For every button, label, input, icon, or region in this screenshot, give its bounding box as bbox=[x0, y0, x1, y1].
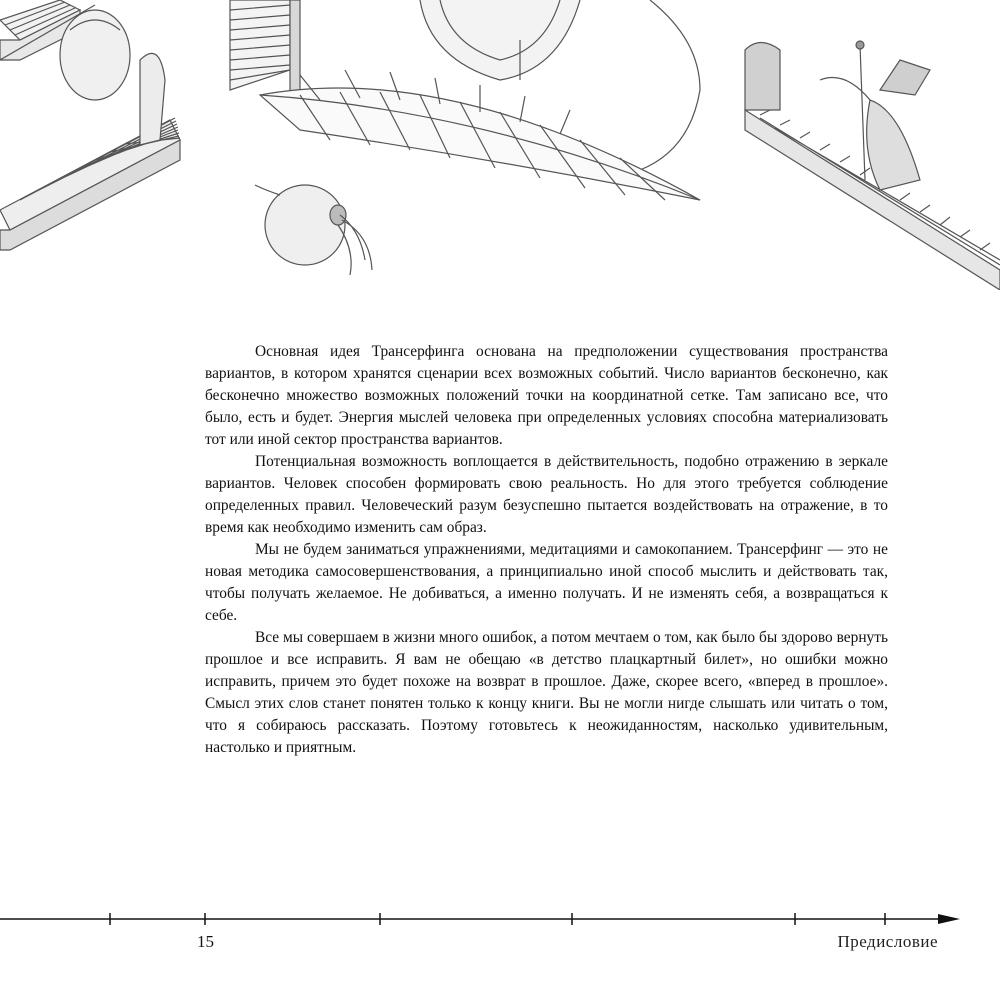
page-number: 15 bbox=[197, 932, 214, 951]
feather-sketch bbox=[260, 70, 700, 200]
paragraph-4: Все мы совершаем в жизни много ошибок, а потом мечтаем о том, как было бы здорово вернуть прошлое и все исправить. Я вам не обещаю «в детство плацкартный билет», но ошибки можно исправить, причем это будет похоже на возврат в прошлое. Даже, скорее всего, «вперед в прошлое». Смысл этих слов станет понятен только к концу книги. Вы не могли нигде слышать или читать о том, что я собираюсь рассказать. Поэтому готовьтесь к неожиданностям, насколько удивительным, настолько и приятным. bbox=[205, 629, 888, 756]
paragraph-3: Мы не будем заниматься упражнениями, медитациями и самокопанием. Трансерфинг — это не новая методика самосовершенствования, а принципиально иной способ мыслить и действовать так, чтобы получать желаемое. Не добиваться, а именно получать. И не изменять себя, а возвращаться к себе. bbox=[205, 541, 888, 624]
paragraph-1: Основная идея Трансерфинга основана на предположении существования пространства вариантов, в котором хранятся сценарии всех возможных событий. Число вариантов бесконечно, как бесконечно множество возможных положений точки на координатной сетке. Там записано все, что было, есть и будет. Энергия мыслей человека при определенных условиях способна материализовать тот или иной сектор пространства вариантов. bbox=[205, 343, 888, 448]
section-name: Предисловие bbox=[837, 932, 938, 951]
pencil-sketch-stairs-feather-icon bbox=[0, 0, 1000, 290]
paragraph-2: Потенциальная возможность воплощается в действительность, подобно отражению в зеркале вариантов. Человек способен формировать свою реальность. Но для этого требуется соблюдение определенных правил. Человеческий разум безуспешно пытается воздействовать на отражение, в то время как необходимо изменить сам образ. bbox=[205, 453, 888, 536]
header-illustration bbox=[0, 0, 1000, 290]
body-text bbox=[205, 341, 888, 759]
apple-sketch bbox=[255, 185, 372, 275]
vase-sketch bbox=[60, 10, 165, 145]
